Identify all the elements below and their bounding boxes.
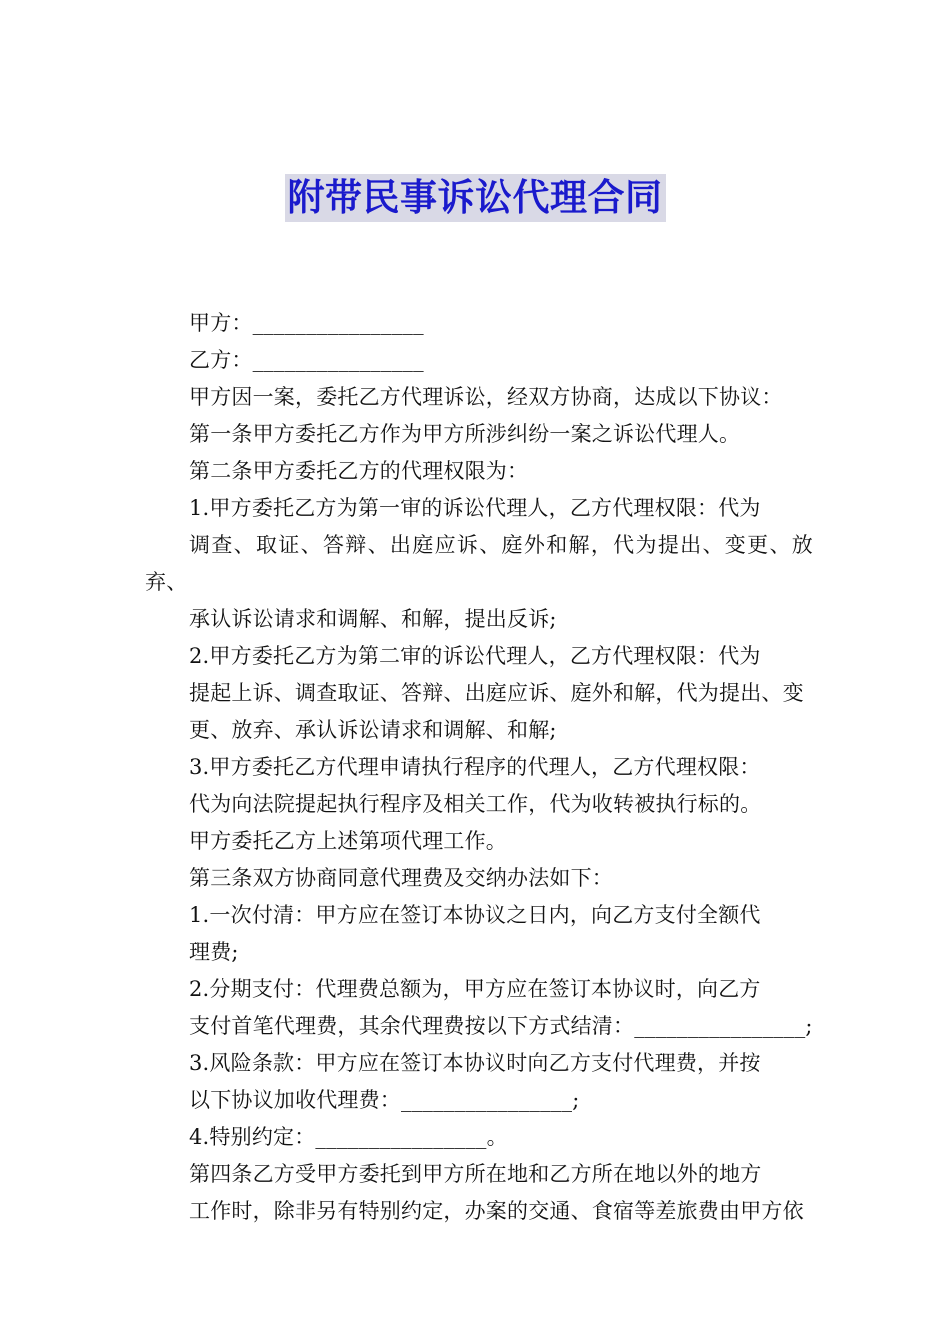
paragraph-line: 代为向法院提起执行程序及相关工作，代为收转被执行标的。 — [189, 792, 762, 816]
clause-paragraph — [145, 971, 813, 1045]
clause-paragraph — [145, 823, 813, 860]
paragraph-line: 第三条双方协商同意代理费及交纳办法如下： — [189, 866, 613, 890]
paragraph-line: 2.甲方委托乙方为第二审的诉讼代理人，乙方代理权限：代为 — [189, 644, 761, 668]
clause-paragraph — [145, 453, 813, 490]
paragraph-line: 1.一次付清：甲方应在签订本协议之日内，向乙方支付全额代 — [189, 903, 761, 927]
paragraph-line: 乙方：________________ — [189, 348, 424, 372]
paragraph-line: 第四条乙方受甲方委托到甲方所在地和乙方所在地以外的地方 — [189, 1162, 762, 1186]
paragraph-line: 4.特别约定：________________。 — [189, 1125, 508, 1149]
clause-paragraph — [145, 305, 813, 342]
paragraph-line: 甲方委托乙方上述第项代理工作。 — [189, 829, 507, 853]
paragraph-line: 理费; — [189, 940, 239, 964]
paragraph-line: 2.分期支付：代理费总额为，甲方应在签订本协议时，向乙方 — [189, 977, 761, 1001]
paragraph-line: 工作时，除非另有特别约定，办案的交通、食宿等差旅费由甲方依 — [189, 1199, 804, 1223]
clause-paragraph — [145, 897, 813, 971]
document-title: 附带民事诉讼代理合同 — [285, 174, 666, 222]
paragraph-line: 更、放弃、承认诉讼请求和调解、和解; — [189, 718, 557, 742]
clause-paragraph — [145, 1156, 813, 1230]
paragraph-line: 提起上诉、调查取证、答辩、出庭应诉、庭外和解，代为提出、变 — [189, 681, 804, 705]
paragraph-line: 甲方：________________ — [189, 311, 424, 335]
clause-paragraph — [145, 860, 813, 897]
paragraph-line: 第一条甲方委托乙方作为甲方所涉纠纷一案之诉讼代理人。 — [189, 422, 741, 446]
clause-paragraph — [145, 416, 813, 453]
paragraph-line: 3.风险条款：甲方应在签订本协议时向乙方支付代理费，并按 — [189, 1051, 761, 1075]
paragraph-line: 第二条甲方委托乙方的代理权限为： — [189, 459, 529, 483]
clause-paragraph — [145, 379, 813, 416]
paragraph-line: 1.甲方委托乙方为第一审的诉讼代理人，乙方代理权限：代为 — [189, 496, 761, 520]
title-container — [0, 174, 950, 222]
paragraph-line: 3.甲方委托乙方代理申请执行程序的代理人，乙方代理权限： — [189, 755, 761, 779]
clause-paragraph — [145, 638, 813, 749]
paragraph-line: 调查、取证、答辩、出庭应诉、庭外和解，代为提出、变更、放弃、 — [145, 533, 813, 594]
paragraph-line: 承认诉讼请求和调解、和解，提出反诉; — [189, 607, 557, 631]
document-body — [145, 305, 813, 1230]
clause-paragraph — [145, 1119, 813, 1156]
clause-paragraph — [145, 1045, 813, 1119]
clause-paragraph — [145, 749, 813, 823]
paragraph-line: 甲方因一案，委托乙方代理诉讼，经双方协商，达成以下协议： — [189, 385, 783, 409]
clause-paragraph — [145, 490, 813, 638]
paragraph-line: 以下协议加收代理费：________________; — [189, 1088, 580, 1112]
paragraph-line: 支付首笔代理费，其余代理费按以下方式结清：________________; — [189, 1014, 813, 1038]
clause-paragraph — [145, 342, 813, 379]
